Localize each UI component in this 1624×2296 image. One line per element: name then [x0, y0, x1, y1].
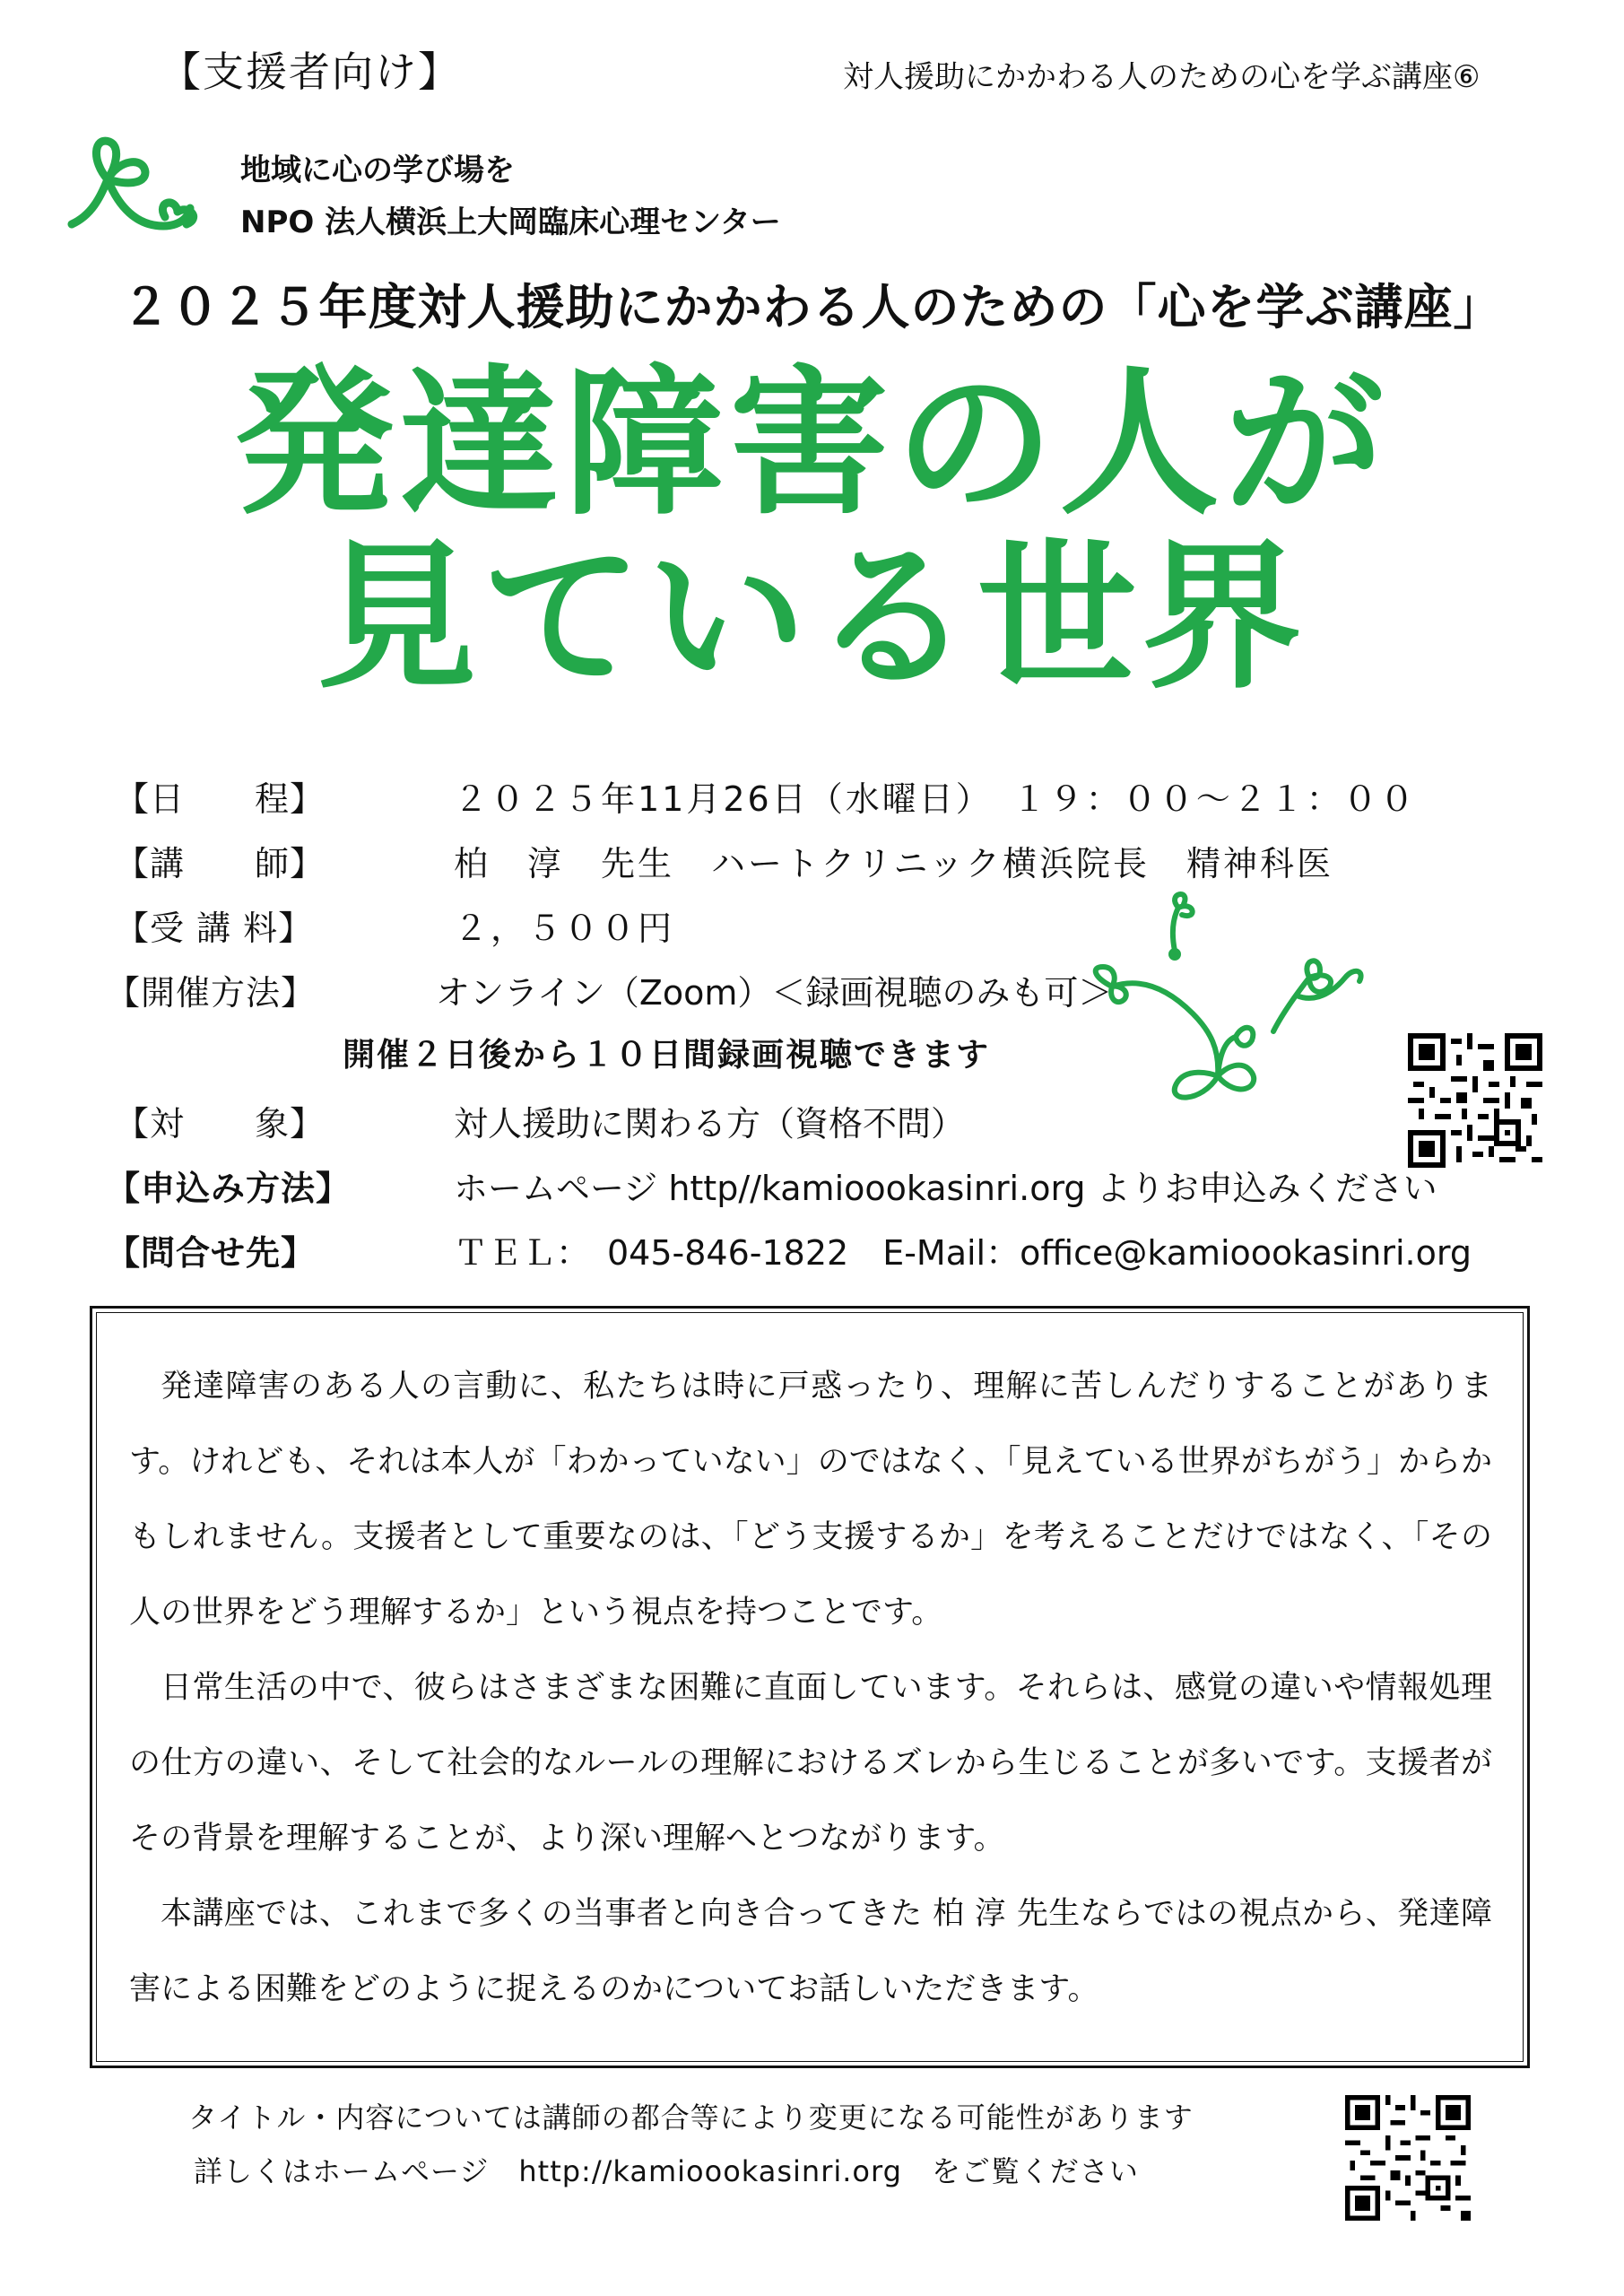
- description-paragraph-2: 日常生活の中で、彼らはさまざまな困難に直面しています。それらは、感覚の違いや情報処理の仕方の違い、そして社会的なルールの理解におけるズレから生じることが多いです。支援者がその背景を理解することが、より深い理解へとつながります。: [129, 1670, 1492, 1857]
- method-row: [106, 963, 1112, 1015]
- date-value: ２０２５年11月26日（水曜日） １９：００〜２１：００: [454, 778, 1417, 819]
- contact-row: [106, 1223, 1472, 1275]
- method-label: 【開催方法】: [106, 972, 317, 1013]
- apply-value[interactable]: ホームページ http//kamioookasinri.org よりお申込みください: [454, 1168, 1437, 1208]
- date-row: [115, 770, 1417, 822]
- description-paragraph-3: 本講座では、これまで多くの当事者と向き合ってきた 柏 淳 先生ならではの視点から、発達障害による困難をどのように捉えるのかについてお話しいただきます。: [129, 1896, 1492, 2007]
- organization-name: NPO 法人横浜上大岡臨床心理センター: [240, 204, 781, 240]
- lecturer-row: [115, 834, 1333, 886]
- sprouts-illustration-icon: [1085, 888, 1372, 1112]
- target-row: [115, 1094, 965, 1146]
- method-value: オンライン（Zoom）＜録画視聴のみも可＞: [436, 972, 1113, 1013]
- fee-value: ２，５００円: [454, 908, 675, 948]
- lecturer-label: 【講 師】: [115, 843, 326, 883]
- series-label: 対人援助にかかわる人のための心を学ぶ講座⑥: [843, 59, 1481, 95]
- fee-row: [115, 899, 674, 951]
- clover-logo-icon: [56, 126, 208, 242]
- qr-code-footer-icon[interactable]: [1345, 2095, 1471, 2221]
- target-label: 【対 象】: [115, 1103, 326, 1144]
- audience-tag: 【支援者向け】: [160, 48, 461, 96]
- contact-label: 【問合せ先】: [106, 1232, 317, 1273]
- contact-value[interactable]: ＴＥＬ： 045-846-1822 E-Mail：office@kamioookasinri.org: [454, 1232, 1472, 1273]
- footer-homepage-note[interactable]: 詳しくはホームページ http://kamioookasinri.org をご覧ください: [194, 2154, 1139, 2188]
- description-text: [129, 1349, 1492, 2027]
- date-label: 【日 程】: [115, 778, 326, 819]
- event-title-line1: 発達障害の人が: [234, 351, 1390, 536]
- qr-code-icon[interactable]: [1408, 1033, 1542, 1168]
- organization-tagline: 地域に心の学び場を: [240, 152, 515, 188]
- event-subtitle: ２０２５年度対人援助にかかわる人のための「心を学ぶ講座」: [121, 279, 1503, 335]
- event-title-line2: 見ている世界: [317, 525, 1307, 710]
- footer-disclaimer: タイトル・内容については講師の都合等により変更になる可能性があります: [188, 2100, 1194, 2135]
- fee-label: 【受 講 料】: [115, 908, 314, 948]
- target-value: 対人援助に関わる方（資格不問）: [454, 1103, 966, 1144]
- description-paragraph-1: 発達障害のある人の言動に、私たちは時に戸惑ったり、理解に苦しんだりすることがあります。けれども、それは本人が「わかっていない」のではなく、「見えている世界がちがう」からかもしれません。支援者として重要なのは、「どう支援するか」を考えることだけではなく、「その人の世界をどう理解するか」という視点を持つことです。: [129, 1369, 1492, 1631]
- apply-row: [106, 1159, 1437, 1211]
- method-note: 開催２日後から１０日間録画視聴できます: [343, 1037, 991, 1074]
- apply-label: 【申込み方法】: [106, 1168, 352, 1208]
- lecturer-value: 柏 淳 先生 ハートクリニック横浜院長 精神科医: [454, 843, 1333, 883]
